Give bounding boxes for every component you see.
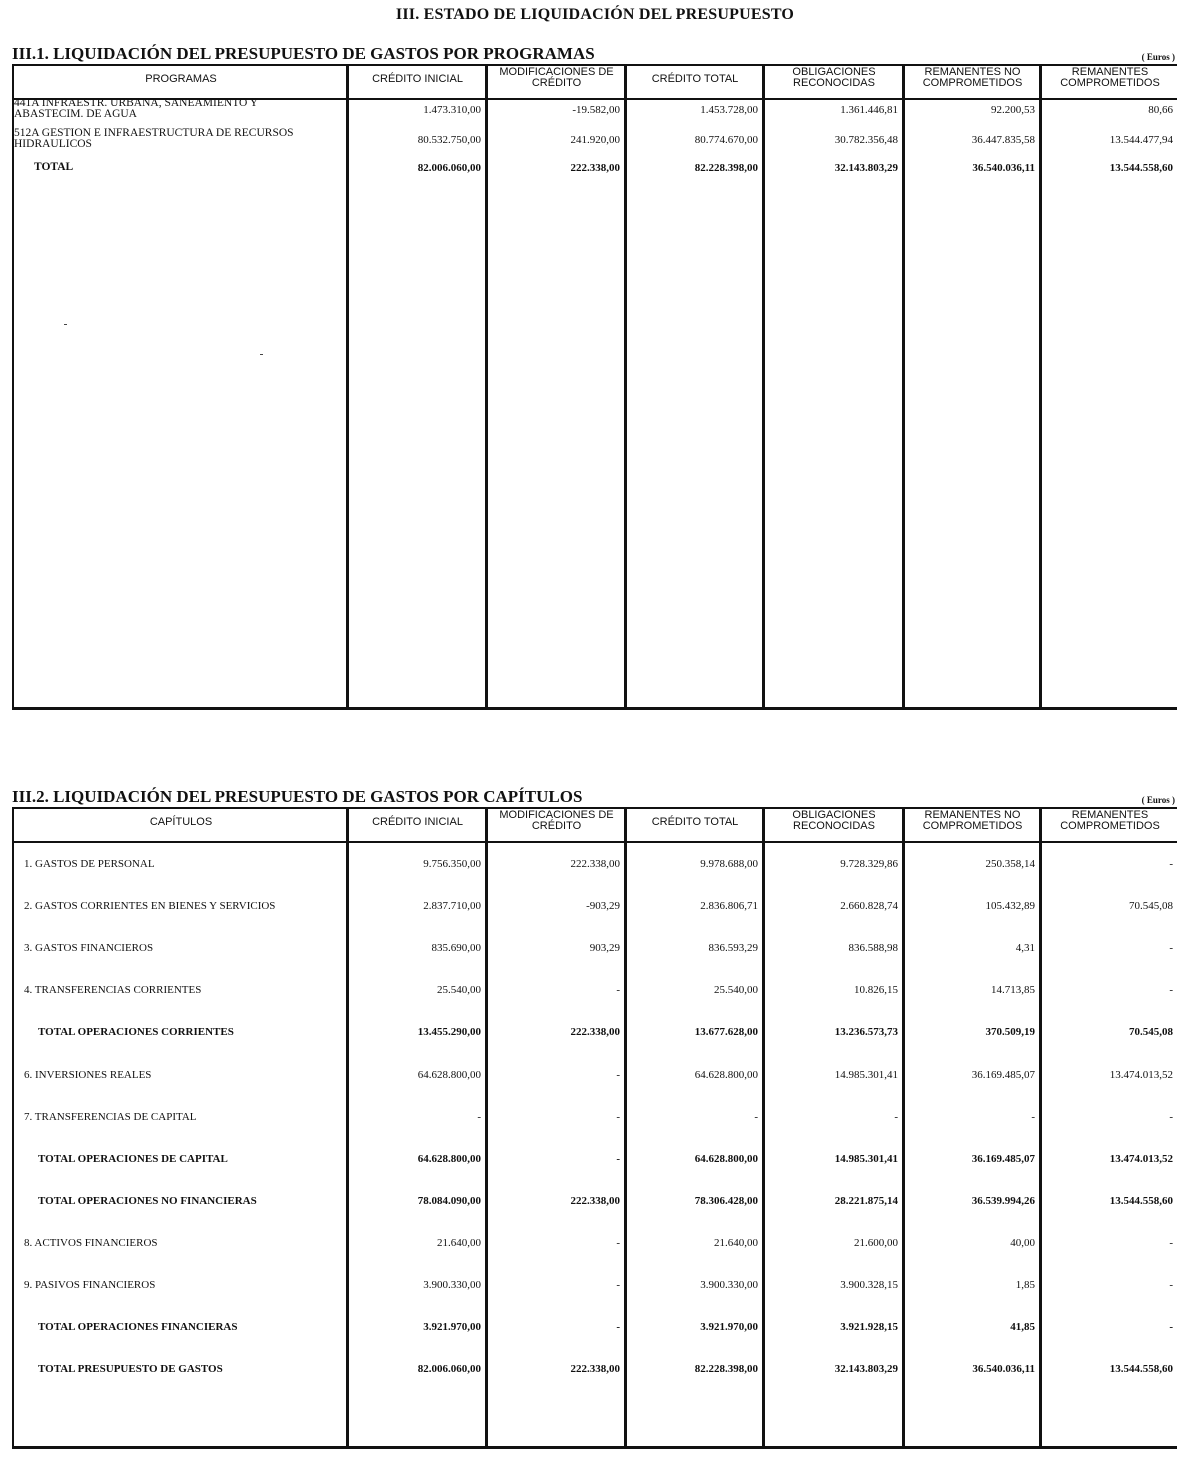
amount-cell: 222.338,00	[570, 162, 620, 174]
scan-speck	[64, 324, 67, 325]
amount-cell: 30.782.356,48	[834, 134, 898, 146]
amount-cell: 836.593,29	[708, 942, 758, 955]
total-row-label: TOTAL OPERACIONES NO FINANCIERAS	[38, 1194, 257, 1207]
amount-cell: -	[616, 1068, 620, 1081]
amount-cell: 13.544.558,60	[1109, 1194, 1173, 1207]
total-row-label: TOTAL OPERACIONES FINANCIERAS	[38, 1321, 238, 1334]
amount-cell: 3.921.970,00	[700, 1321, 758, 1334]
amount-cell: -	[1169, 942, 1173, 955]
amount-cell: -	[616, 1236, 620, 1249]
column-header: REMANENTES NO COMPROMETIDOS	[922, 66, 1023, 89]
header-divider	[14, 841, 1177, 843]
amount-cell: 92.200,53	[991, 104, 1035, 116]
amount-cell: 80,66	[1148, 104, 1173, 116]
amount-cell: 903,29	[589, 942, 620, 955]
amount-cell: 2.836.806,71	[700, 900, 758, 913]
amount-cell: 80.532.750,00	[417, 134, 481, 146]
section-header	[12, 787, 1177, 807]
column-header: CRÉDITO TOTAL	[651, 816, 739, 828]
amount-cell: 36.540.036,11	[972, 162, 1035, 174]
amount-cell: 13.236.573,73	[834, 1026, 898, 1039]
amount-cell: 14.985.301,41	[834, 1152, 898, 1165]
amount-cell: 41,85	[1010, 1321, 1035, 1334]
amount-cell: 2.660.828,74	[840, 900, 898, 913]
amount-cell: 25.540,00	[437, 984, 481, 997]
amount-cell: 70.545,08	[1129, 1026, 1173, 1039]
amount-cell: 10.826,15	[854, 984, 898, 997]
section-gastos-por-programas	[12, 44, 1177, 174]
amount-cell: 64.628.800,00	[694, 1068, 758, 1081]
amount-cell: 64.628.800,00	[417, 1068, 481, 1081]
amount-cell: 3.921.928,15	[840, 1321, 898, 1334]
amount-cell: -	[754, 1110, 758, 1123]
column-divider	[762, 809, 765, 1446]
amount-cell: -	[1169, 1236, 1173, 1249]
amount-cell: 21.640,00	[437, 1236, 481, 1249]
amount-cell: 370.509,19	[985, 1026, 1035, 1039]
amount-cell: 25.540,00	[714, 984, 758, 997]
amount-cell: 28.221.875,14	[834, 1194, 898, 1207]
column-header: CRÉDITO INICIAL	[372, 73, 463, 85]
program-label-cont: HIDRAULICOS	[14, 138, 92, 150]
amount-cell: 250.358,14	[985, 858, 1035, 870]
amount-cell: 4,31	[1015, 942, 1035, 955]
column-divider	[1039, 809, 1042, 1446]
amount-cell: 3.900.328,15	[840, 1279, 898, 1291]
amount-cell: -	[1169, 1110, 1173, 1123]
program-label-cont: ABASTECIM. DE AGUA	[14, 108, 137, 120]
capitulos-table	[12, 807, 1177, 1449]
amount-cell: 78.084.090,00	[417, 1194, 481, 1207]
total-row-label: TOTAL	[34, 161, 74, 173]
program-label: 441A INFRAESTR. URBANA, SANEAMIENTO Y	[14, 97, 259, 109]
amount-cell: 222.338,00	[570, 1363, 620, 1376]
column-divider	[624, 809, 627, 1446]
amount-cell: 82.006.060,00	[417, 1363, 481, 1376]
column-divider	[762, 66, 765, 707]
column-header: REMANENTES COMPROMETIDOS	[1060, 66, 1160, 89]
amount-cell: -19.582,00	[572, 104, 620, 116]
amount-cell: 70.545,08	[1129, 900, 1173, 913]
amount-cell: -	[616, 1110, 620, 1123]
amount-cell: -	[1169, 858, 1173, 870]
column-divider	[485, 66, 488, 707]
amount-cell: 13.455.290,00	[417, 1026, 481, 1039]
amount-cell: 1.473.310,00	[423, 104, 481, 116]
chapter-label: 8. ACTIVOS FINANCIEROS	[24, 1236, 158, 1249]
chapter-label: 2. GASTOS CORRIENTES EN BIENES Y SERVICIOS	[24, 900, 276, 913]
amount-cell: 82.006.060,00	[417, 162, 481, 174]
amount-cell: 40,00	[1010, 1236, 1035, 1249]
amount-cell: 36.539.994,26	[971, 1194, 1035, 1207]
amount-cell: -	[1169, 984, 1173, 997]
amount-cell: 64.628.800,00	[694, 1152, 758, 1165]
column-divider	[485, 809, 488, 1446]
amount-cell: 9.756.350,00	[423, 858, 481, 870]
amount-cell: -	[1169, 1279, 1173, 1291]
amount-cell: -	[1169, 1321, 1173, 1334]
column-header: PROGRAMAS	[145, 73, 217, 85]
units-label: ( Euros )	[1141, 52, 1175, 62]
column-header: OBLIGACIONES RECONOCIDAS	[792, 809, 876, 832]
amount-cell: -	[477, 1110, 481, 1123]
amount-cell: 222.338,00	[570, 1194, 620, 1207]
amount-cell: -	[1031, 1110, 1035, 1123]
amount-cell: -	[616, 984, 620, 997]
units-label: ( Euros )	[1141, 795, 1175, 805]
chapter-label: 3. GASTOS FINANCIEROS	[24, 942, 154, 955]
column-header: OBLIGACIONES RECONOCIDAS	[792, 66, 876, 89]
document-title: III. ESTADO DE LIQUIDACIÓN DEL PRESUPUESTO	[395, 6, 795, 23]
total-row-label: TOTAL PRESUPUESTO DE GASTOS	[38, 1363, 223, 1376]
amount-cell: 21.640,00	[714, 1236, 758, 1249]
amount-cell: 3.900.330,00	[423, 1279, 481, 1291]
column-header: MODIFICACIONES DE CRÉDITO	[499, 66, 614, 89]
programas-table	[12, 64, 1177, 710]
chapter-label: 6. INVERSIONES REALES	[24, 1068, 152, 1081]
amount-cell: 222.338,00	[570, 858, 620, 870]
amount-cell: 64.628.800,00	[417, 1152, 481, 1165]
amount-cell: 78.306.428,00	[694, 1194, 758, 1207]
section-title: III.1. LIQUIDACIÓN DEL PRESUPUESTO DE GASTOS POR PROGRAMAS	[12, 44, 595, 63]
column-header: CAPÍTULOS	[149, 816, 213, 828]
total-row-label: TOTAL OPERACIONES CORRIENTES	[38, 1026, 234, 1039]
amount-cell: 1.453.728,00	[700, 104, 758, 116]
amount-cell: 14.985.301,41	[834, 1068, 898, 1081]
column-divider	[902, 809, 905, 1446]
column-divider	[902, 66, 905, 707]
chapter-label: 9. PASIVOS FINANCIEROS	[24, 1279, 156, 1291]
column-header: CRÉDITO TOTAL	[651, 73, 739, 85]
amount-cell: 836.588,98	[848, 942, 898, 955]
amount-cell: 1.361.446,81	[840, 104, 898, 116]
amount-cell: 82.228.398,00	[694, 1363, 758, 1376]
amount-cell: 222.338,00	[570, 1026, 620, 1039]
amount-cell: 36.169.485,07	[971, 1152, 1035, 1165]
amount-cell: 13.544.477,94	[1109, 134, 1173, 146]
amount-cell: 36.540.036,11	[972, 1363, 1035, 1376]
column-header: CRÉDITO INICIAL	[372, 816, 463, 828]
amount-cell: -	[894, 1110, 898, 1123]
amount-cell: 80.774.670,00	[694, 134, 758, 146]
amount-cell: 1,85	[1015, 1279, 1035, 1291]
column-header: REMANENTES NO COMPROMETIDOS	[922, 809, 1023, 832]
amount-cell: 82.228.398,00	[694, 162, 758, 174]
amount-cell: 9.728.329,86	[840, 858, 898, 870]
amount-cell: 2.837.710,00	[423, 900, 481, 913]
scan-speck	[260, 354, 263, 355]
amount-cell: 21.600,00	[854, 1236, 898, 1249]
amount-cell: 9.978.688,00	[700, 858, 758, 870]
chapter-label: 1. GASTOS DE PERSONAL	[24, 858, 155, 870]
amount-cell: 13.544.558,60	[1109, 1363, 1173, 1376]
amount-cell: -	[616, 1279, 620, 1291]
chapter-label: 7. TRANSFERENCIAS DE CAPITAL	[24, 1110, 197, 1123]
column-header: REMANENTES COMPROMETIDOS	[1060, 809, 1160, 832]
column-divider	[346, 809, 349, 1446]
chapter-label: 4. TRANSFERENCIAS CORRIENTES	[24, 984, 202, 997]
amount-cell: 13.677.628,00	[694, 1026, 758, 1039]
amount-cell: 36.169.485,07	[971, 1068, 1035, 1081]
section-header	[12, 44, 1177, 64]
amount-cell: -903,29	[586, 900, 620, 913]
amount-cell: 13.474.013,52	[1109, 1068, 1173, 1081]
column-divider	[624, 66, 627, 707]
amount-cell: 13.544.558,60	[1109, 162, 1173, 174]
amount-cell: 32.143.803,29	[834, 162, 898, 174]
amount-cell: -	[616, 1152, 620, 1165]
amount-cell: 835.690,00	[431, 942, 481, 955]
total-row-label: TOTAL OPERACIONES DE CAPITAL	[38, 1152, 228, 1165]
program-label: 512A GESTION E INFRAESTRUCTURA DE RECURSOS	[14, 127, 294, 139]
section-title: III.2. LIQUIDACIÓN DEL PRESUPUESTO DE GASTOS POR CAPÍTULOS	[12, 787, 583, 806]
amount-cell: 14.713,85	[991, 984, 1035, 997]
column-divider	[346, 66, 349, 707]
amount-cell: 105.432,89	[985, 900, 1035, 913]
amount-cell: 3.921.970,00	[423, 1321, 481, 1334]
amount-cell: 3.900.330,00	[700, 1279, 758, 1291]
section-gastos-por-capitulos	[12, 787, 1177, 1376]
amount-cell: 13.474.013,52	[1109, 1152, 1173, 1165]
amount-cell: 36.447.835,58	[971, 134, 1035, 146]
amount-cell: 32.143.803,29	[834, 1363, 898, 1376]
column-divider	[1039, 66, 1042, 707]
amount-cell: 241.920,00	[570, 134, 620, 146]
column-header: MODIFICACIONES DE CRÉDITO	[499, 809, 614, 832]
amount-cell: -	[616, 1321, 620, 1334]
